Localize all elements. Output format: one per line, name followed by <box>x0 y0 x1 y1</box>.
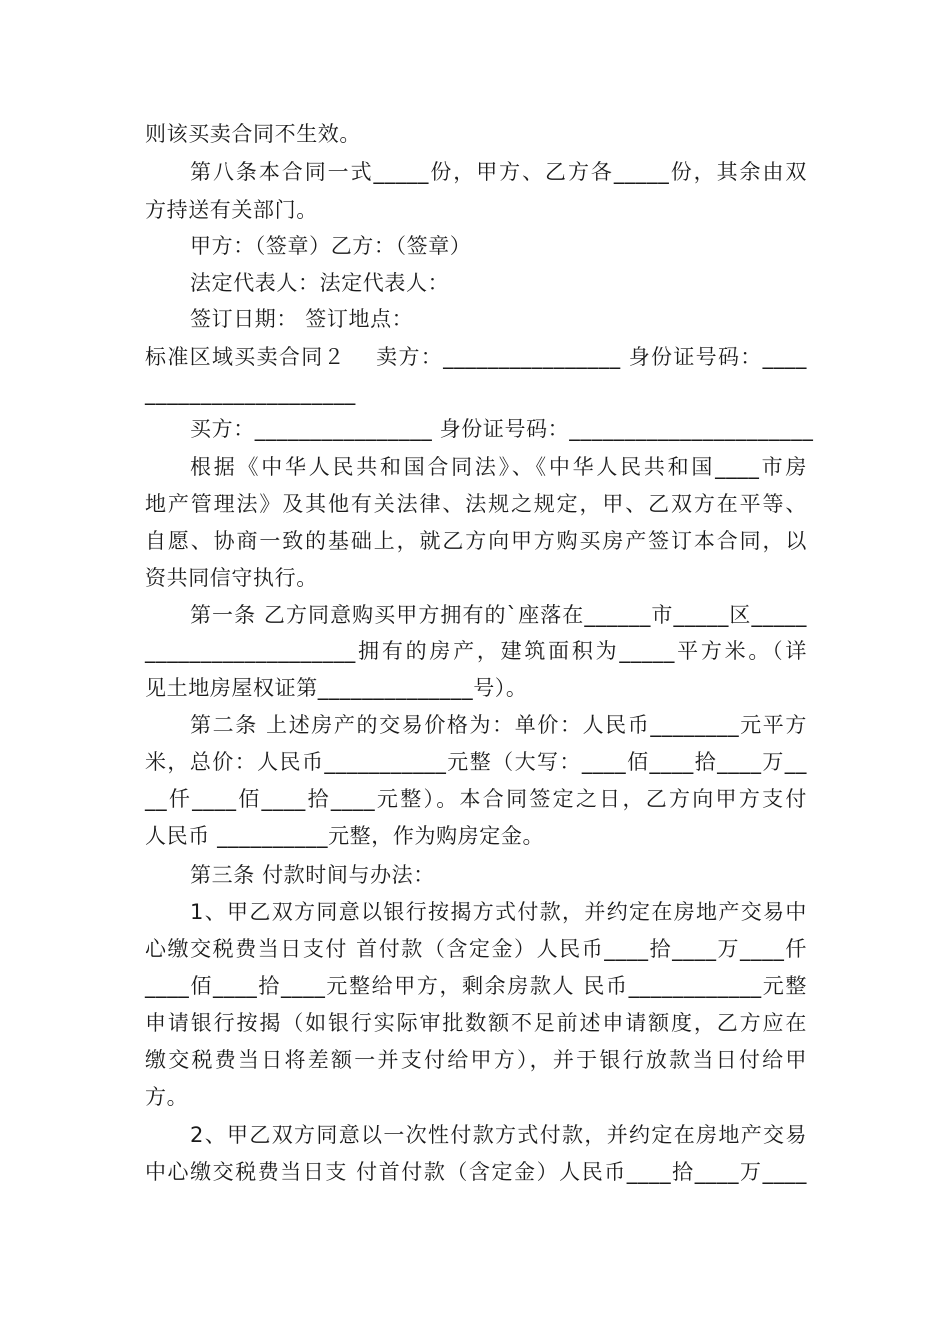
text-line: ___________________拥有的房产，建筑面积为_____平方米。（详 <box>145 639 807 663</box>
text-line: ___________________ <box>145 381 356 405</box>
text-line: 第一条 乙方同意购买甲方拥有的`座落在______市_____区_____ <box>190 603 807 627</box>
text-line: 根据《中华人民共和国合同法》、《中华人民共和国____市房 <box>190 455 807 479</box>
text-line: 心缴交税费当日支付 首付款（含定金）人民币____拾____万____仟 <box>145 937 807 961</box>
text-line: 买方：________________ 身份证号码：______________________ <box>190 417 814 441</box>
text-line: 则该买卖合同不生效。 <box>145 122 361 146</box>
text-line: 标准区域买卖合同２ 卖方：________________ 身份证号码：____ <box>145 345 807 369</box>
text-line: 方持送有关部门。 <box>145 198 318 222</box>
text-line: 自愿、协商一致的基础上，就乙方向甲方购买房产签订本合同，以 <box>145 529 807 553</box>
text-line: 中心缴交税费当日支 付首付款（含定金）人民币____拾____万____ <box>145 1160 807 1184</box>
text-line: ____佰____拾____元整给甲方，剩余房款人 民币____________元整 <box>145 974 807 998</box>
text-line: 2、甲乙双方同意以一次性付款方式付款，并约定在房地产交易 <box>190 1123 807 1147</box>
text-line: 1、甲乙双方同意以银行按揭方式付款，并约定在房地产交易中 <box>190 900 807 924</box>
text-line: 第三条 付款时间与办法： <box>190 863 435 887</box>
text-line: 第二条 上述房产的交易价格为：单价：人民币________元平方 <box>190 713 807 737</box>
text-line: 见土地房屋权证第______________号）。 <box>145 676 528 700</box>
text-line: 米，总价：人民币___________元整（大写：____佰____拾____万__ <box>145 750 807 774</box>
text-line: 第八条本合同一式_____份，甲方、乙方各_____份，其余由双 <box>190 160 807 184</box>
text-line: 缴交税费当日将差额一并支付给甲方），并于银行放款当日付给甲 <box>145 1048 807 1072</box>
text-line: 资共同信守执行。 <box>145 566 318 590</box>
text-line: 甲方：（签章）乙方：（签章） <box>190 234 472 258</box>
text-line: 方。 <box>145 1085 189 1109</box>
text-line: 签订日期： 签订地点： <box>190 307 414 331</box>
text-line: 地产管理法》及其他有关法律、法规之规定，甲、乙双方在平等、 <box>145 492 807 516</box>
text-line: 申请银行按揭（如银行实际审批数额不足前述申请额度，乙方应在 <box>145 1011 807 1035</box>
text-line: 法定代表人：法定代表人： <box>190 271 450 295</box>
text-line: 人民币 __________元整，作为购房定金。 <box>145 824 545 848</box>
text-line: __仟____佰____拾____元整）。本合同签定之日，乙方向甲方支付 <box>145 787 807 811</box>
